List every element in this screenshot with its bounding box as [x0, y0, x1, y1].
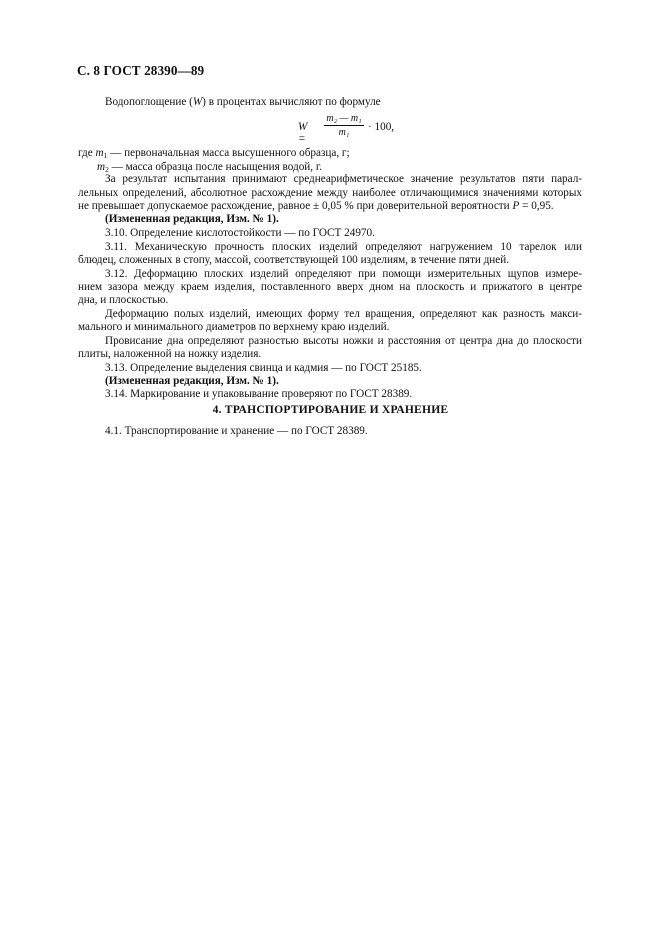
para-3-13: 3.13. Определение выделения свинца и кадмия — по ГОСТ 25185. [105, 362, 422, 374]
line-3-var: Р [512, 200, 520, 212]
formula-lhs: W = [298, 121, 308, 145]
line-3-tail: = 0,95. [519, 200, 554, 212]
para-hollow: Деформацию полых изделий, имеющих форму тел вращения, определяют как разность макси- [105, 308, 582, 320]
formula-intro [105, 96, 381, 110]
m2-sub: 2 [105, 165, 109, 174]
amendment-note-2: (Измененная редакция, Изм. № 1). [105, 375, 279, 387]
section-title: 4. ТРАНСПОРТИРОВАНИЕ И ХРАНЕНИЕ [212, 403, 449, 416]
para-3-12: 3.12. Деформацию плоских изделий определяют при помощи измерительных щупов измере- [105, 268, 582, 280]
para-3-10: 3.10. Определение кислотостойкости — по ГОСТ 24970. [105, 227, 375, 239]
fraction-bar [324, 125, 364, 126]
m1-var: m [95, 147, 104, 159]
para-sag-cont: плиты, наложенной на ножку изделия. [78, 348, 262, 360]
para-sag: Провисание дна определяют разностью высоты ножки и расстояния от центра дна до плоскости [105, 335, 582, 347]
para-3-14: 3.14. Маркирование и упаковывание проверяют по ГОСТ 28389. [105, 388, 413, 400]
m1-text: — первоначальная масса высушенного образца, г; [107, 147, 350, 159]
formula-numerator: m₂ — m₁ [326, 113, 362, 124]
para-line-3 [78, 200, 582, 214]
para-3-11-cont: блюдец, сложенных в стопу, массой, соответствующей 100 изделиям, в течение пяти дней. [78, 254, 510, 266]
formula-intro-before: Водопоглощение ( [105, 96, 193, 108]
amendment-note-1: (Измененная редакция, Изм. № 1). [105, 213, 279, 225]
para-line-2: лельных определений, абсолютное расхождение между наиболее отличающимися значениями которых [78, 187, 582, 199]
formula-denominator: m₁ [338, 127, 350, 138]
para-3-12-end: дна, и плоскостью. [78, 294, 169, 306]
page-header: С. 8 ГОСТ 28390—89 [77, 63, 205, 78]
formula-intro-var: W [192, 96, 203, 108]
para-3-12-cont: нием зазора между краем изделия, поставленного вверх дном на плоскость и прижатого в центре [78, 281, 582, 293]
line-3-text: не превышает допускаемое расхождение, равное ± 0,05 % при доверительной вероятности [78, 200, 513, 212]
para-hollow-cont: мального и минимального диаметров по верхнему краю изделий. [78, 321, 390, 333]
para-3-11: 3.11. Механическую прочность плоских изделий определяют нагружением 10 тарелок или [105, 241, 582, 253]
m2-var: m [97, 161, 106, 173]
where-prefix: где [78, 147, 96, 159]
where-m1 [78, 147, 350, 161]
para-line-1: За результат испытания принимают среднеарифметическое значение результатов пяти парал- [105, 173, 582, 185]
m2-text: — масса образца после насыщения водой, г. [108, 161, 323, 173]
para-4-1: 4.1. Транспортирование и хранение — по ГОСТ 28389. [105, 425, 368, 437]
formula-tail: · 100, [368, 121, 395, 133]
m1-sub: 1 [103, 151, 108, 160]
formula-fraction [324, 113, 364, 138]
formula-intro-after: ) в процентах вычисляют по формуле [202, 96, 381, 108]
